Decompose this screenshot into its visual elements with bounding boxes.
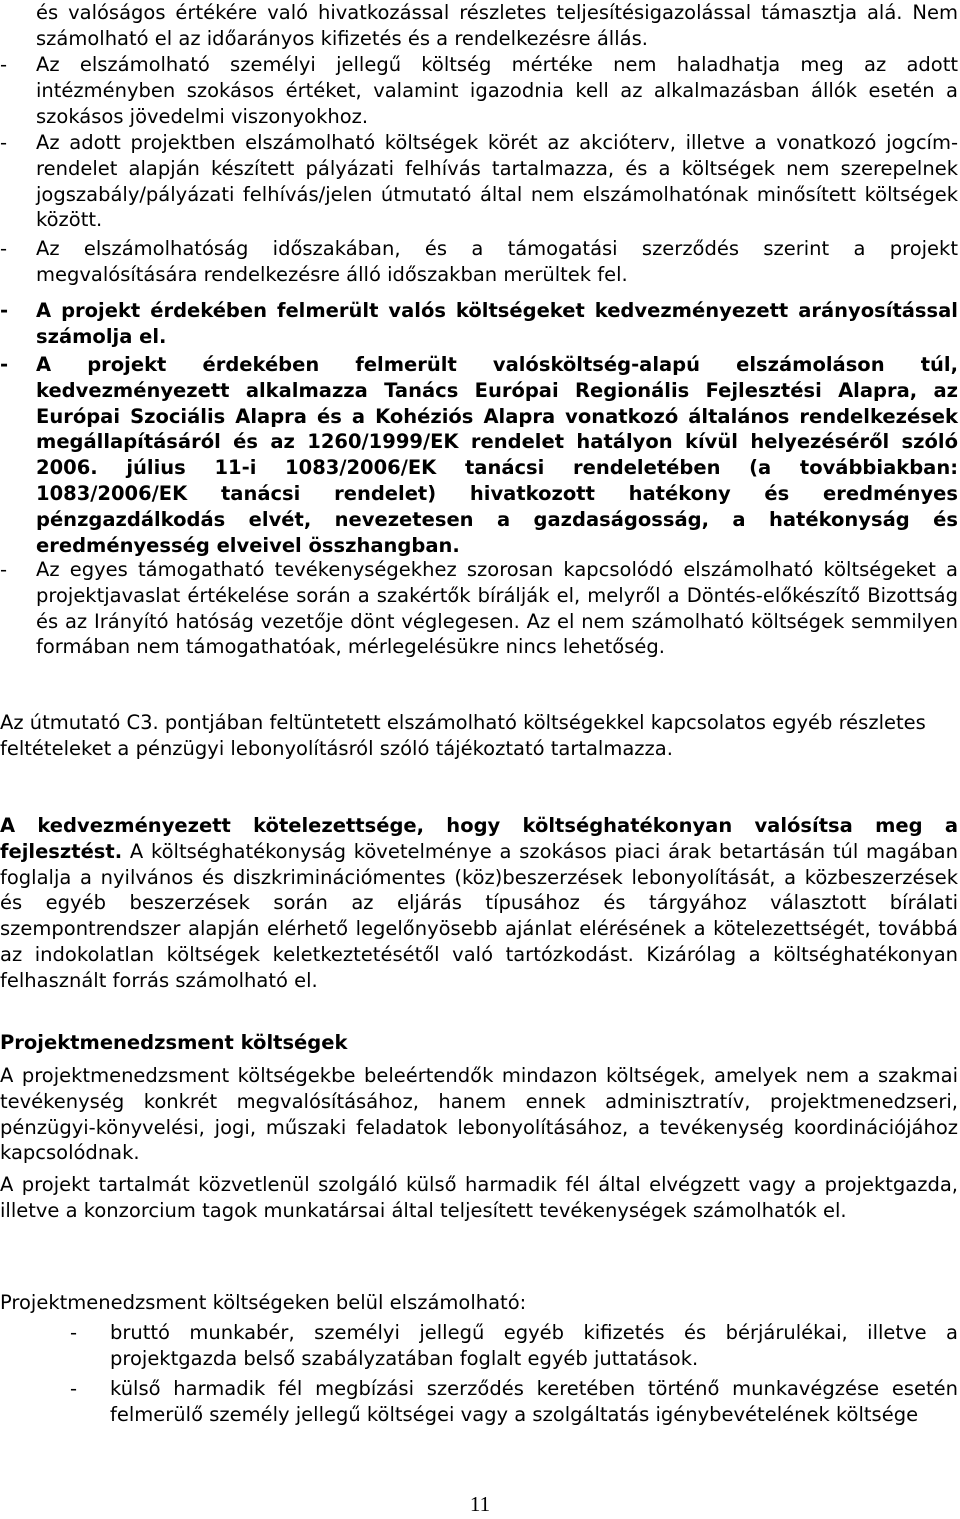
list-dash: - [70,1321,78,1344]
list-dash: - [0,558,8,581]
list-item [0,1320,958,1372]
efficiency-lead: A kedvezményezett kötelezettsége, hogy költséghatékonyan valósítsa meg a fejlesztést. [0,814,958,863]
list-item [0,236,958,288]
list-item [0,352,958,558]
list-dash: - [0,353,9,376]
list-item [0,1376,958,1428]
list-item [0,298,958,350]
list-item-text: bruttó munkabér, személyi jellegű egyéb kifizetés és bérjárulékai, illetve a projektgazda belső szabályzatában foglalt egyéb juttatások. [110,1321,958,1370]
list-item-text: Az adott projektben elszámolható költségek körét az akcióterv, illetve a vonatkozó jogcím-rendelet alapján készített pályázati felhívás tartalmazza, és a költségek nem szerepelnek jogszabály/pályázati felhívás/jelen útmutató által nem elszámolhatónak minősített költségek között. [36,131,958,232]
c3-paragraph: Az útmutató C3. pontjában feltüntetett elszámolható költségekkel kapcsolatos egyéb részletes feltételeket a pénzügyi lebonyolításról szóló tájékoztató tartalmazza. [0,711,926,760]
list-item [0,52,958,129]
list-item-text: A projekt érdekében felmerült valós költségeket kedvezményezett arányosítással számolja el. [36,299,958,348]
page-number: 11 [469,1492,491,1516]
list-dash: - [0,53,8,76]
list-item [0,557,958,660]
list-dash: - [0,131,8,154]
list-dash: - [0,299,9,322]
continued-paragraph: és valóságos értékére való hivatkozással részletes teljesítésigazolással támasztja alá. Nem számolható el az időarányos kifizetés és a rendelkezésre állás. [36,1,958,50]
pm-paragraph-1: A projektmenedzsment költségekbe beleértendők mindazon költségek, amelyek nem a szakmai tevékenység konkrét megvalósításához, hanem ennek adminisztratív, projektmenedzseri, pénzügyi-könyvelési, jogi, műszaki feladatok lebonyolításához, a tevékenység koordinációjához kapcsolódnak. [0,1064,958,1165]
list-dash: - [70,1377,78,1400]
list-item-text: külső harmadik fél megbízási szerződés keretében történő munkavégzése esetén felmerülő személy jellegű költségei vagy a szolgáltatás igénybevételének költsége [110,1377,958,1426]
list-item-text: Az elszámolható személyi jellegű költség mértéke nem haladhatja meg az adott intézményben szokásos értéket, valamint igazodnia kell az alkalmazásban állók esetén a szokásos jövedelmi viszonyokhoz. [36,53,958,128]
list-item [0,130,958,233]
efficiency-text: A költséghatékonyság követelménye a szokásos piaci árak betartásán túl magában foglalja a nyilvános és diszkriminációmentes (köz)beszerzések lebonyolítását, a közbeszerzések és egyéb beszerzések során az eljárás típusához és tárgyához választott bírálati szempontrendszer alapján elérhető legelőnyösebb ajánlat elérésének a kötelezettségét, továbbá az indokolatlan költségek keletkeztetésétől való tartózkodást. Kizárólag a költséghatékonyan felhasznált forrás számolható el. [0,839,958,992]
section-heading: Projektmenedzsment költségek [0,1031,348,1054]
list-item-text: Az egyes támogatható tevékenységekhez szorosan kapcsolódó elszámolható költségeket a projektjavaslat értékelése során a szakértők bírálják el, melyről a Döntés-előkészítő Bizottság és az Irányító hatóság vezetője dönt véglegesen. Az el nem számolható költségek semmilyen formában nem támogathatóak, mérlegelésükre nincs lehetőség. [36,558,958,659]
list-item-text: Az elszámolhatóság időszakában, és a támogatási szerződés szerint a projekt megvalósítására rendelkezésre álló időszakban merültek fel. [36,237,958,286]
pm-list-intro: Projektmenedzsment költségeken belül elszámolható: [0,1291,527,1314]
list-item-text: A projekt érdekében felmerült valósköltség-alapú elszámoláson túl, kedvezményezett alkalmazza Tanács Európai Regionális Fejlesztési Alapra, az Európai Szociális Alapra és a Kohéziós Alapra vonatkozó általános rendelkezések megállapításáról és az 1260/1999/EK rendelet hatályon kívül helyezéséről szóló 2006. július 11-i 1083/2006/EK tanácsi rendeletében (a továbbiakban: 1083/2006/EK tanácsi rendelet) hivatkozott hatékony és eredményes pénzgazdálkodás elvét, nevezetesen a gazdaságosság, a hatékonyság és eredményesség elveivel összhangban. [36,353,958,557]
list-dash: - [0,237,8,260]
efficiency-paragraph [0,813,958,994]
pm-paragraph-2: A projekt tartalmát közvetlenül szolgáló külső harmadik fél által elvégzett vagy a projektgazda, illetve a konzorcium tagok munkatársai által teljesített tevékenységek számolhatók el. [0,1173,958,1222]
